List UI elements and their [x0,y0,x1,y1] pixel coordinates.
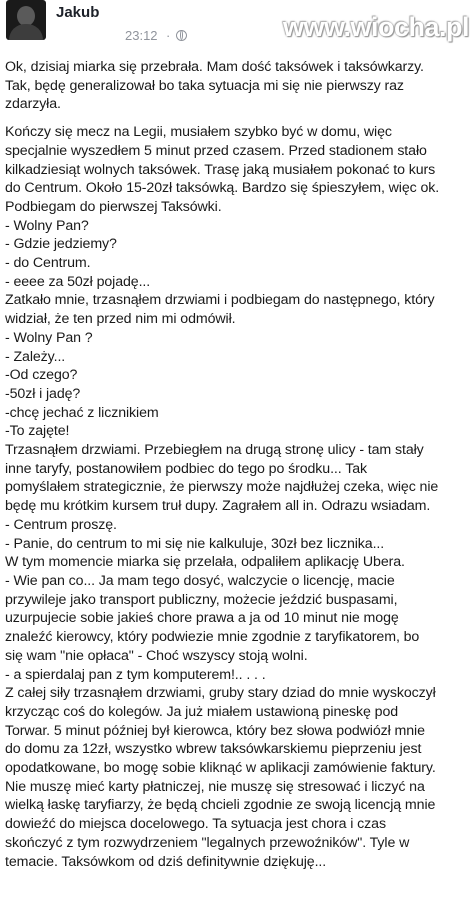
post-text-line: zdarzyła. [5,96,61,113]
post-text-line: kilkadziesiąt wolnych taksówek. Trasę jaką musiałem pokonać to kurs [5,161,436,178]
post-text-line: Trzasnąłem drzwiami. Przebiegłem na drugą stronę ulicy - tam stały [5,442,424,459]
post-text-line: - Centrum proszę. [5,516,117,533]
post-text-line: znaleźć kierowcy, który podwiezie mnie zgodnie z taryfikatorem, bo [5,629,420,646]
post-text-line: - Gdzie jedziemy? [5,236,117,253]
author-name[interactable]: Jakub [56,4,100,21]
post-text-line: Zatkało mnie, trzasnąłem drzwiami i podbiegam do następnego, który [5,292,435,309]
post-text-line: do Centrum. Około 15-20zł taksówką. Bardzo się śpieszyłem, więc ok. [5,180,440,197]
post-body [5,58,470,871]
post-text-line: Torwar. 5 minut później był kierowca, który bez słowa podwiózł mnie [5,722,425,739]
post-timestamp[interactable]: 23:12 [125,28,158,43]
post-text-line: - do Centrum. [5,255,91,272]
post-text-line: Nie muszę mieć karty płatniczej, nie muszę się stresować i liczyć na [5,778,425,795]
post-text-line: temacie. Taksówkom od dziś definitywnie dziękuję... [5,853,327,870]
post-text-line: uzurpujecie sobie jakieś chore prawa a ja od 10 minut nie mogę [5,610,399,627]
globe-icon [176,30,187,41]
post-text-line: Tak, będę generalizował bo taka sytuacja mi się nie pierwszy raz [5,77,404,94]
post-text-line: dowieźć do miejsca docelowego. Ta sytuacja jest chora i czas [5,816,386,833]
post-text-line: Z całej siły trzasnąłem drzwiami, gruby stary dziad do mnie wyskoczył [5,685,436,702]
post-text-line: do domu za 12zł, wszystko wbrew taksówkarskiemu pieprzeniu jest [5,741,422,758]
post-text-line: - eeee za 50zł pojadę... [5,273,151,290]
avatar-head-shape [17,6,35,26]
post-text-line: będę mu krótkim kursem truł dupy. Zagrałem all in. Odrazu wsiadam. [5,498,431,515]
post-text-line: krzycząc coś do kolegów. Ja już miałem ustawioną pineskę pod [5,703,399,720]
post-text-line: skończyć z tym rozwydrzeniem "legalnych przewoźników". Tyle w [5,834,410,851]
post-text-line: - Panie, do centrum to mi się nie kalkuluje, 30zł bez licznika... [5,535,385,552]
timestamp-separator: · [166,28,171,43]
post-text-line: W tym momencie miarka się przelała, odpaliłem aplikację Ubera. [5,554,405,571]
post-text-line: Ok, dzisiaj miarka się przebrała. Mam dość taksówek i taksówkarzy. [5,59,424,75]
post-text-line: -Od czego? [5,367,78,384]
post-text-line: - Wie pan co... Ja mam tego dosyć, walczycie o licencję, macie [5,572,395,589]
avatar[interactable] [6,0,46,40]
post-text-line: - Wolny Pan? [5,217,89,234]
post-text-line: pomyślałem strategicznie, że pierwszy może najdłużej czeka, więc nie [5,479,439,496]
post-text-line: się wam "nie opłaca" - Choć wszyscy stoją wolni. [5,647,308,664]
site-watermark: www.wiocha.pl [282,12,469,42]
post-text-line: Podbiegam do pierwszej Taksówki. [5,198,222,215]
post-text-line: wielką łaskę taryfiarzy, że będą chcieli zgodnie ze swoją licencją mnie [5,797,436,814]
post-text-line: inne taryfy, postanowiłem podbiec do tego po środku... Tak [5,460,367,477]
post-text-line: - a spierdalaj pan z tym komputerem!.. . . . [5,666,266,683]
post-text-line: -To zajęte! [5,423,70,440]
post-text-line: -chcę jechać z licznikiem [5,404,159,421]
post-text-line: specjalnie wyszedłem 5 minut przed czasem. Przed stadionem stało [5,142,427,159]
post-text-line: - Wolny Pan ? [5,329,93,346]
post-text-line: Kończy się mecz na Legii, musiałem szybko być w domu, więc [5,124,392,141]
post-text-line: przywileje jako transport publiczny, możecie jeździć buspasami, [5,591,398,608]
post-text-line: - Zależy... [5,348,66,365]
post-header [0,0,475,60]
post-text-line: -50zł i jadę? [5,385,81,402]
post-text-line: widział, że ten przed nim mi odmówił. [5,311,236,328]
avatar-shoulders-shape [9,24,43,40]
post-text-line: opodatkowane, bo mogę sobie kliknąć w aplikacji zamówienie faktury. [5,760,436,777]
